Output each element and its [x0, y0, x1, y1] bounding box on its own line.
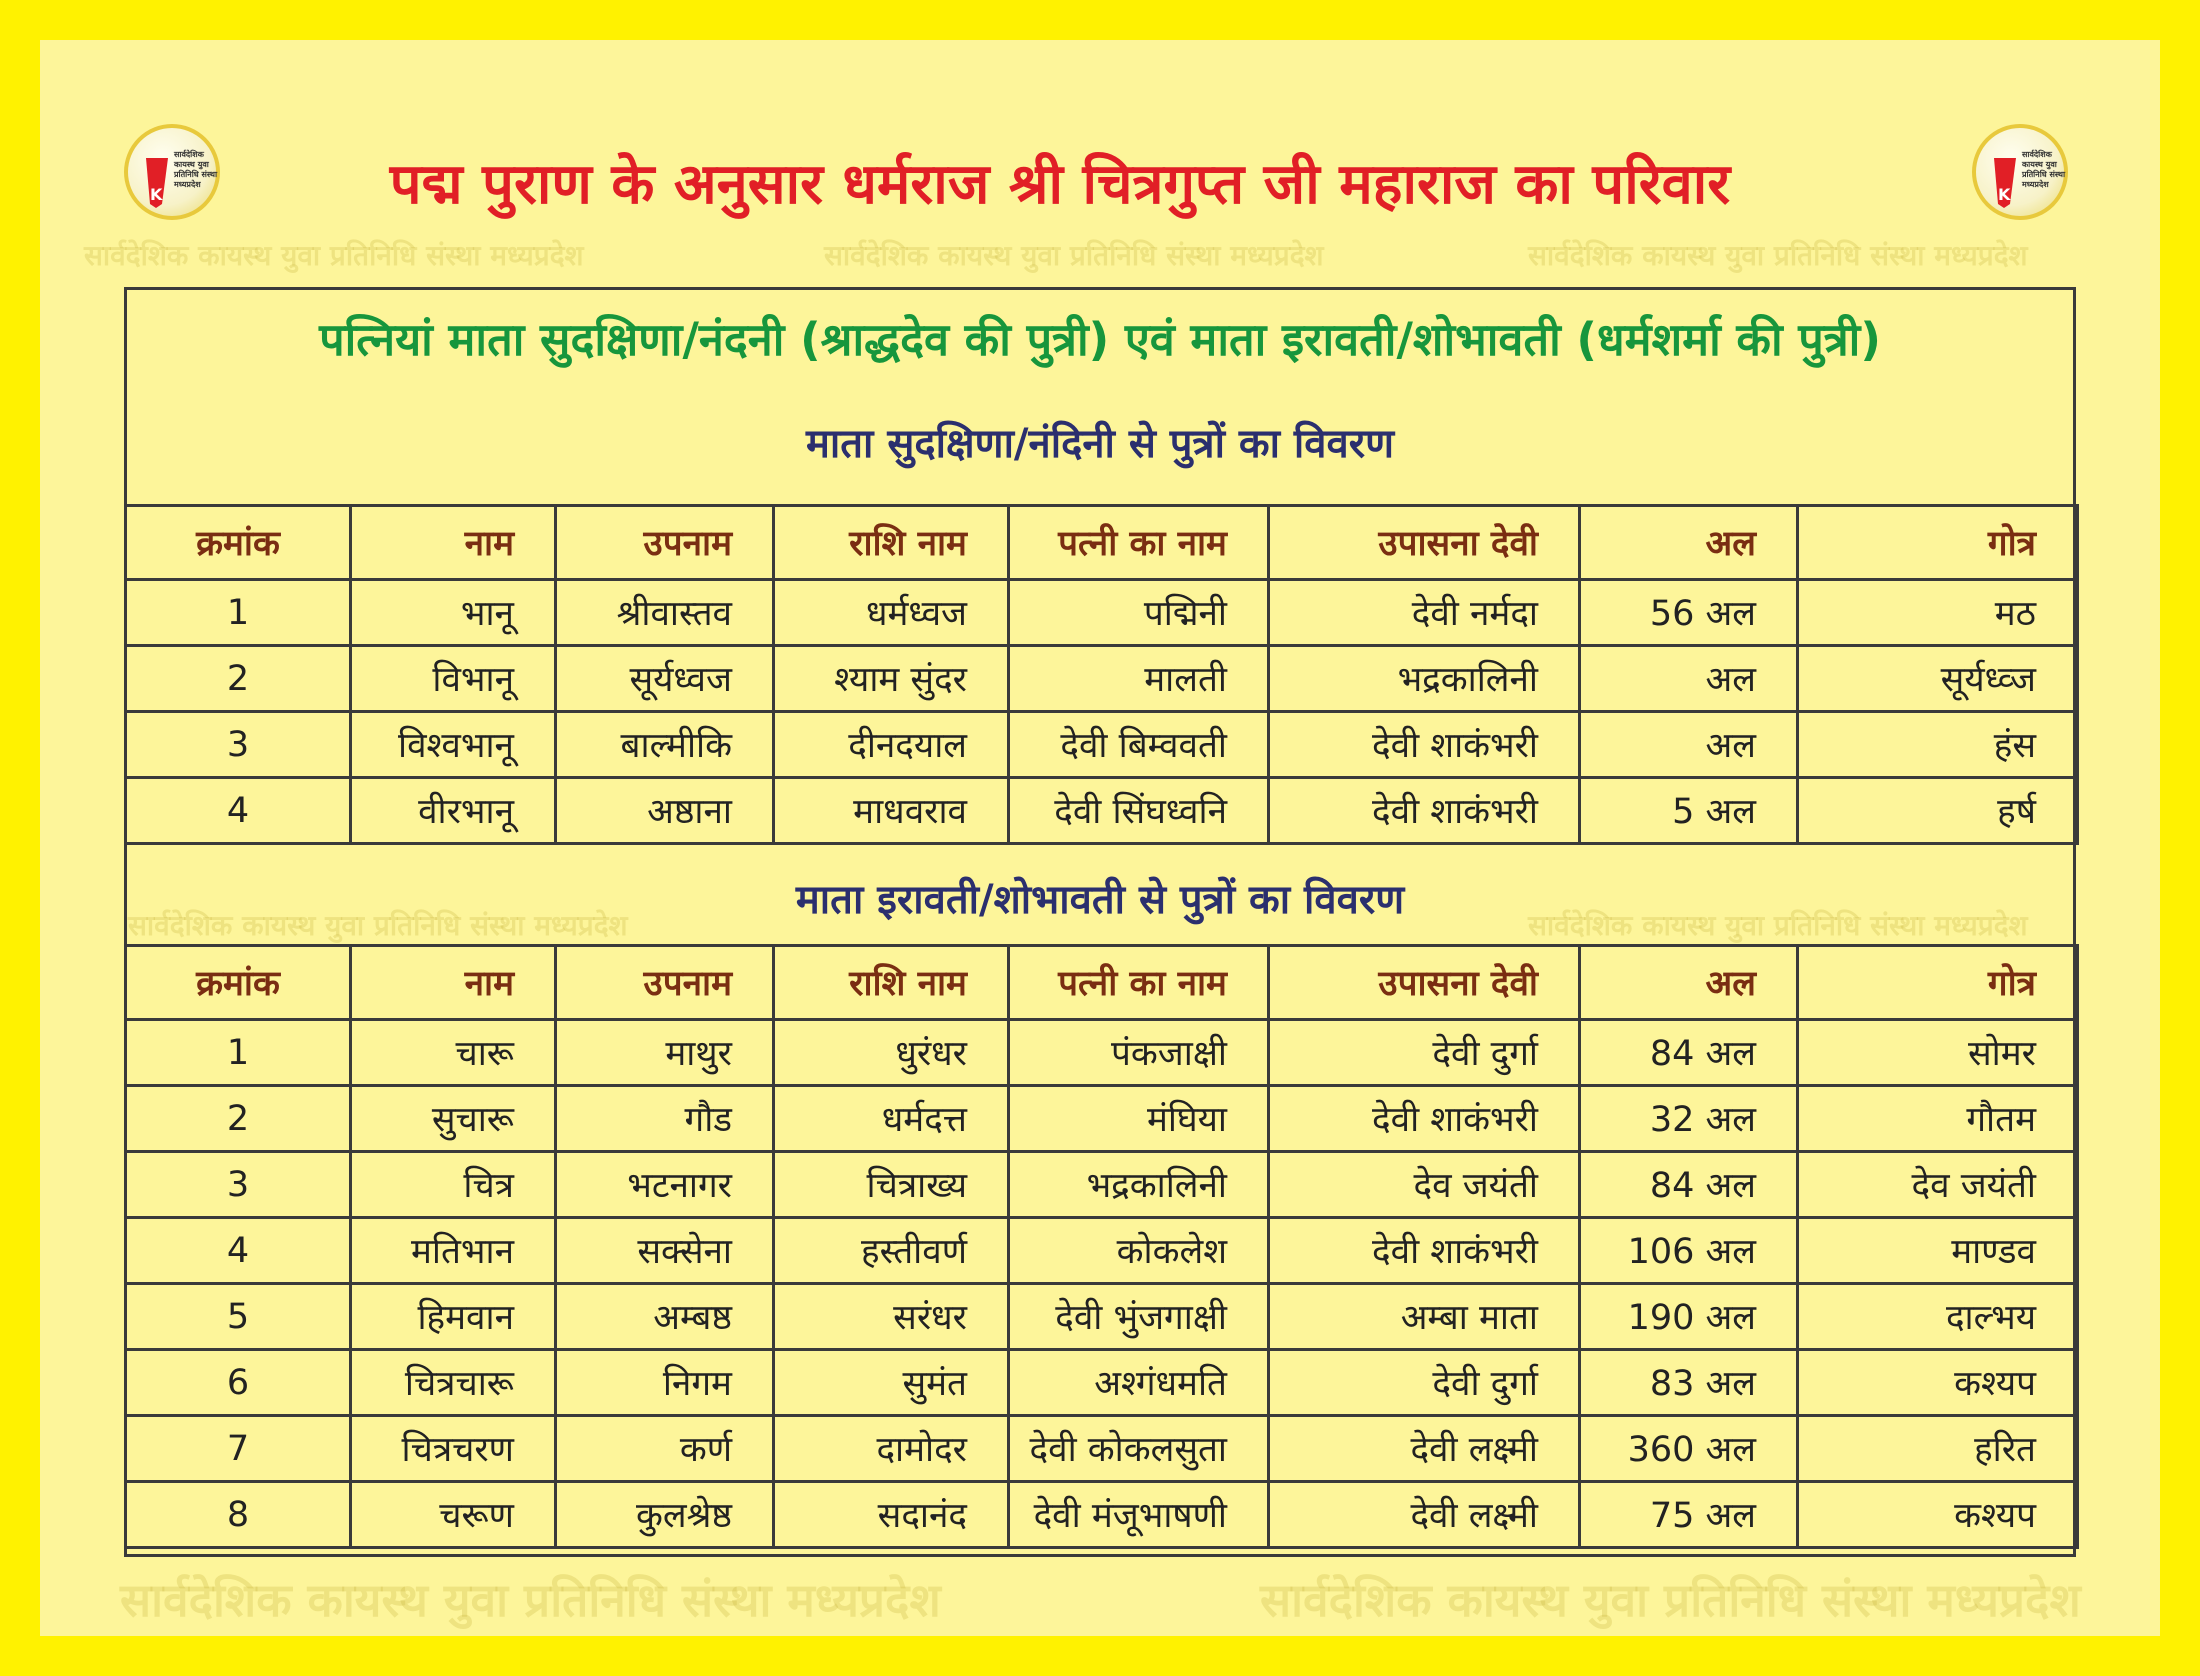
wives-subtitle: पत्नियां माता सुदक्षिणा/नंदनी (श्राद्धदेव की पुत्री) एवं माता इरावती/शोभावती (धर्मशर्मा की पुत्री)	[319, 313, 1881, 366]
cell-gotra: कश्यप	[1798, 1350, 2078, 1416]
section1-heading: माता सुदक्षिणा/नंदिनी से पुत्रों का विवरण	[805, 421, 1395, 467]
cell-deity: देवी शाकंभरी	[1269, 778, 1580, 844]
svg-text:K: K	[150, 185, 163, 204]
cell-surname: श्रीवास्तव	[556, 580, 774, 646]
watermark-text: सार्वदेशिक कायस्थ युवा प्रतिनिधि संस्था मध्यप्रदेश	[120, 1573, 941, 1627]
cell-aal: 75 अल	[1580, 1482, 1798, 1548]
header-wife-name: पत्नी का नाम	[1009, 506, 1269, 580]
cell-wife: देवी बिम्ववती	[1009, 712, 1269, 778]
cell-deity: देवी शाकंभरी	[1269, 1218, 1580, 1284]
organization-logo-right	[1972, 124, 2068, 220]
table-row	[126, 778, 2078, 844]
cell-wife: मंघिया	[1009, 1086, 1269, 1152]
header-rashi-name: राशि नाम	[774, 946, 1009, 1020]
cell-wife: देवी भुंजगाक्षी	[1009, 1284, 1269, 1350]
cell-serial: 5	[126, 1284, 351, 1350]
cell-deity: भद्रकालिनी	[1269, 646, 1580, 712]
table-row	[126, 1482, 2078, 1548]
cell-gotra: दाल्भय	[1798, 1284, 2078, 1350]
watermark-text: सार्वदेशिक कायस्थ युवा प्रतिनिधि संस्था मध्यप्रदेश	[1528, 909, 2028, 942]
header-aal: अल	[1580, 946, 1798, 1020]
header-rashi-name: राशि नाम	[774, 506, 1009, 580]
cell-aal: 5 अल	[1580, 778, 1798, 844]
cell-serial: 1	[126, 1020, 351, 1086]
cell-aal: 84 अल	[1580, 1020, 1798, 1086]
cell-rashi: धर्मदत्त	[774, 1086, 1009, 1152]
cell-aal: 56 अल	[1580, 580, 1798, 646]
cell-deity: देवी शाकंभरी	[1269, 712, 1580, 778]
cell-serial: 3	[126, 712, 351, 778]
cell-rashi: दीनदयाल	[774, 712, 1009, 778]
watermark-text: सार्वदेशिक कायस्थ युवा प्रतिनिधि संस्था मध्यप्रदेश	[824, 239, 1324, 272]
cell-surname: कुलश्रेष्ठ	[556, 1482, 774, 1548]
cell-surname: कर्ण	[556, 1416, 774, 1482]
table-row	[126, 1086, 2078, 1152]
header-wife-name: पत्नी का नाम	[1009, 946, 1269, 1020]
table-row	[126, 1416, 2078, 1482]
cell-serial: 4	[126, 778, 351, 844]
cell-wife: देवी मंजूभाषणी	[1009, 1482, 1269, 1548]
cell-rashi: धुरंधर	[774, 1020, 1009, 1086]
table-row	[126, 1020, 2078, 1086]
cell-wife: कोकलेश	[1009, 1218, 1269, 1284]
header-serial: क्रमांक	[126, 946, 351, 1020]
cell-serial: 8	[126, 1482, 351, 1548]
cell-wife: पंकजाक्षी	[1009, 1020, 1269, 1086]
cell-serial: 4	[126, 1218, 351, 1284]
logo-text: सार्वदेशिक कायस्थ युवा प्रतिनिधि संस्था मध्यप्रदेश	[2022, 150, 2066, 189]
cell-name: चित्रचरण	[351, 1416, 556, 1482]
cell-gotra: मठ	[1798, 580, 2078, 646]
header-deity: उपासना देवी	[1269, 506, 1580, 580]
table-row	[126, 1218, 2078, 1284]
watermark-text: सार्वदेशिक कायस्थ युवा प्रतिनिधि संस्था मध्यप्रदेश	[1528, 239, 2028, 272]
header-deity: उपासना देवी	[1269, 946, 1580, 1020]
header-name: नाम	[351, 946, 556, 1020]
cell-rashi: श्याम सुंदर	[774, 646, 1009, 712]
cell-name: चित्रचारू	[351, 1350, 556, 1416]
cell-wife: देवी सिंघध्वनि	[1009, 778, 1269, 844]
cell-deity: देवी दुर्गा	[1269, 1350, 1580, 1416]
cell-aal: 106 अल	[1580, 1218, 1798, 1284]
cell-surname: माथुर	[556, 1020, 774, 1086]
cell-wife: मालती	[1009, 646, 1269, 712]
cell-aal: 83 अल	[1580, 1350, 1798, 1416]
cell-surname: बाल्मीकि	[556, 712, 774, 778]
cell-gotra: हंस	[1798, 712, 2078, 778]
cell-name: चरूण	[351, 1482, 556, 1548]
cell-wife: पद्मिनी	[1009, 580, 1269, 646]
cell-surname: निगम	[556, 1350, 774, 1416]
cell-gotra: सोमर	[1798, 1020, 2078, 1086]
cell-rashi: सदानंद	[774, 1482, 1009, 1548]
cell-wife: अश्गंधमति	[1009, 1350, 1269, 1416]
cell-name: मतिभान	[351, 1218, 556, 1284]
cell-serial: 7	[126, 1416, 351, 1482]
cell-aal: अल	[1580, 712, 1798, 778]
cell-surname: अष्ठाना	[556, 778, 774, 844]
cell-serial: 3	[126, 1152, 351, 1218]
cell-serial: 6	[126, 1350, 351, 1416]
cell-gotra: सूर्यध्व्ज	[1798, 646, 2078, 712]
cell-aal: 84 अल	[1580, 1152, 1798, 1218]
cell-wife: देवी कोकलसुता	[1009, 1416, 1269, 1482]
table-row	[126, 1284, 2078, 1350]
watermark-text: सार्वदेशिक कायस्थ युवा प्रतिनिधि संस्था मध्यप्रदेश	[1260, 1573, 2081, 1627]
table-row	[126, 580, 2078, 646]
sons-table-section2	[124, 944, 2079, 1549]
section2-heading: माता इरावती/शोभावती से पुत्रों का विवरण	[795, 877, 1405, 923]
cell-rashi: हस्तीवर्ण	[774, 1218, 1009, 1284]
header-aal: अल	[1580, 506, 1798, 580]
cell-deity: देवी नर्मदा	[1269, 580, 1580, 646]
cell-serial: 1	[126, 580, 351, 646]
watermark-text: सार्वदेशिक कायस्थ युवा प्रतिनिधि संस्था मध्यप्रदेश	[128, 909, 628, 942]
cell-surname: भटनागर	[556, 1152, 774, 1218]
cell-name: भानू	[351, 580, 556, 646]
cell-aal: 190 अल	[1580, 1284, 1798, 1350]
cell-wife: भद्रकालिनी	[1009, 1152, 1269, 1218]
cell-name: चित्र	[351, 1152, 556, 1218]
svg-text:K: K	[1998, 185, 2011, 204]
cell-deity: देव जयंती	[1269, 1152, 1580, 1218]
cell-surname: अम्बष्ठ	[556, 1284, 774, 1350]
cell-aal: अल	[1580, 646, 1798, 712]
cell-rashi: माधवराव	[774, 778, 1009, 844]
header-serial: क्रमांक	[126, 506, 351, 580]
cell-rashi: सरंधर	[774, 1284, 1009, 1350]
cell-rashi: सुमंत	[774, 1350, 1009, 1416]
page-title: पद्म पुराण के अनुसार धर्मराज श्री चित्रगुप्त जी महाराज का परिवार	[389, 152, 1731, 217]
cell-name: विभानू	[351, 646, 556, 712]
cell-aal: 32 अल	[1580, 1086, 1798, 1152]
header-surname: उपनाम	[556, 506, 774, 580]
cell-surname: सूर्यध्वज	[556, 646, 774, 712]
cell-aal: 360 अल	[1580, 1416, 1798, 1482]
family-table-frame	[124, 287, 2076, 1557]
table-row	[126, 712, 2078, 778]
cell-gotra: हर्ष	[1798, 778, 2078, 844]
table-row	[126, 646, 2078, 712]
header-gotra: गोत्र	[1798, 506, 2078, 580]
cell-deity: देवी लक्ष्मी	[1269, 1482, 1580, 1548]
cell-name: सुचारू	[351, 1086, 556, 1152]
cell-rashi: दामोदर	[774, 1416, 1009, 1482]
cell-serial: 2	[126, 1086, 351, 1152]
cell-serial: 2	[126, 646, 351, 712]
cell-deity: देवी लक्ष्मी	[1269, 1416, 1580, 1482]
table-row	[126, 1152, 2078, 1218]
cell-surname: गौड	[556, 1086, 774, 1152]
cell-name: चारू	[351, 1020, 556, 1086]
cell-gotra: हरित	[1798, 1416, 2078, 1482]
table-row	[126, 1350, 2078, 1416]
cell-name: हिमवान	[351, 1284, 556, 1350]
header-name: नाम	[351, 506, 556, 580]
cell-rashi: धर्मध्वज	[774, 580, 1009, 646]
cell-deity: अम्बा माता	[1269, 1284, 1580, 1350]
cell-deity: देवी दुर्गा	[1269, 1020, 1580, 1086]
watermark-text: सार्वदेशिक कायस्थ युवा प्रतिनिधि संस्था मध्यप्रदेश	[84, 239, 584, 272]
cell-gotra: गौतम	[1798, 1086, 2078, 1152]
cell-surname: सक्सेना	[556, 1218, 774, 1284]
table-header-row	[126, 946, 2078, 1020]
cell-deity: देवी शाकंभरी	[1269, 1086, 1580, 1152]
cell-gotra: माण्डव	[1798, 1218, 2078, 1284]
table-header-row	[126, 506, 2078, 580]
cell-rashi: चित्राख्य	[774, 1152, 1009, 1218]
cell-name: विश्वभानू	[351, 712, 556, 778]
cell-gotra: कश्यप	[1798, 1482, 2078, 1548]
header-gotra: गोत्र	[1798, 946, 2078, 1020]
header-surname: उपनाम	[556, 946, 774, 1020]
cell-name: वीरभानू	[351, 778, 556, 844]
logo-text: सार्वदेशिक कायस्थ युवा प्रतिनिधि संस्था मध्यप्रदेश	[174, 150, 218, 189]
cell-gotra: देव जयंती	[1798, 1152, 2078, 1218]
sons-table-section1	[124, 504, 2079, 845]
